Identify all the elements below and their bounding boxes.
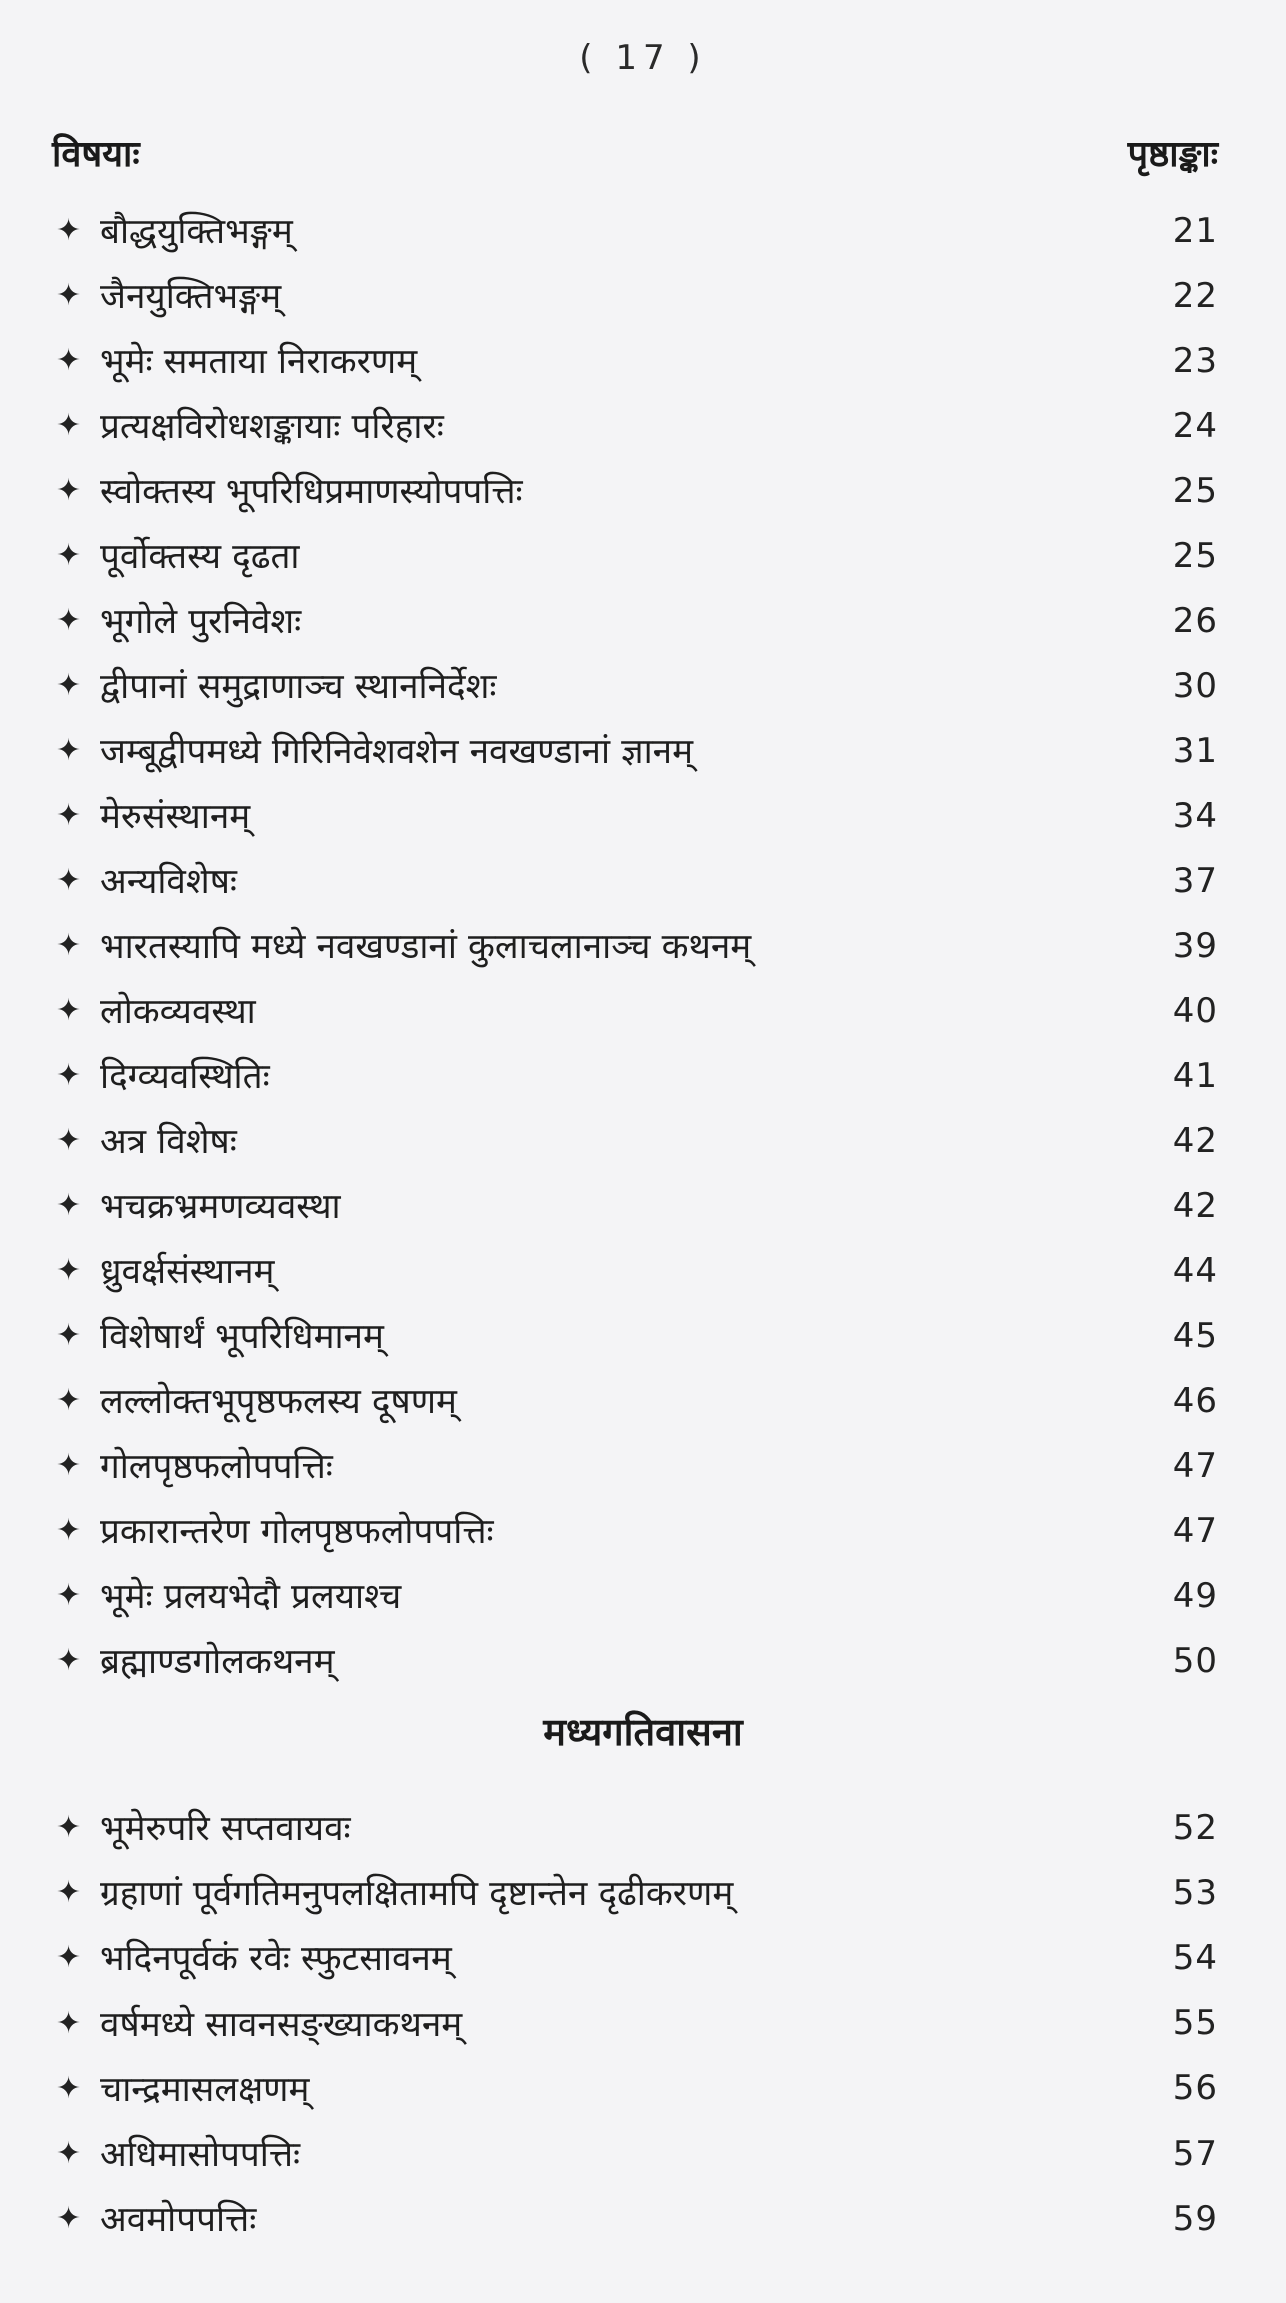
toc-entry-page-number: 49 [1172,1575,1218,1616]
toc-list-part-1 [56,198,1218,1693]
toc-entry-title: ग्रहाणां पूर्वगतिमनुपलक्षितामपि दृष्टान्तेन दृढीकरणम् [100,1874,734,1915]
toc-entry [56,1991,1218,2056]
toc-entry-title: भूमेः समताया निराकरणम् [100,342,418,382]
four-point-star-icon: ✦ [56,1875,82,1911]
toc-entry-title: प्रत्यक्षविरोधशङ्कायाः परिहारः [100,407,444,447]
toc-entry-page-number: 24 [1172,405,1218,446]
toc-entry [56,523,1218,588]
toc-entry [56,328,1218,393]
four-point-star-icon: ✦ [56,2005,82,2041]
toc-entry-page-number: 54 [1172,1937,1218,1978]
toc-entry-title: चान्द्रमासलक्षणम् [100,2069,310,2110]
toc-entry-title: भूगोले पुरनिवेशः [100,602,302,642]
toc-entry [56,588,1218,653]
toc-entry-title: लल्लोक्तभूपृष्ठफलस्य दूषणम् [100,1382,457,1422]
toc-entry-title: जैनयुक्तिभङ्गम् [100,277,282,317]
four-point-star-icon: ✦ [56,1578,82,1613]
toc-entry [56,718,1218,783]
toc-entry-title: दिग्व्यवस्थितिः [100,1057,270,1097]
toc-entry-title: भदिनपूर्वकं रवेः स्फुटसावनम् [100,1939,452,1980]
toc-entry-page-number: 21 [1172,210,1218,251]
four-point-star-icon: ✦ [56,1058,82,1093]
toc-entry-title: भचक्रभ्रमणव्यवस्था [100,1187,341,1227]
toc-entry [56,1173,1218,1238]
toc-entry-title: विशेषार्थं भूपरिधिमानम् [100,1317,384,1357]
toc-entry [56,1108,1218,1173]
toc-entry-page-number: 37 [1172,860,1218,901]
four-point-star-icon: ✦ [56,2136,82,2172]
toc-entry [56,848,1218,913]
four-point-star-icon: ✦ [56,278,82,313]
toc-entry-page-number: 31 [1172,730,1218,771]
toc-entry-page-number: 47 [1172,1510,1218,1551]
toc-entry [56,1368,1218,1433]
four-point-star-icon: ✦ [56,1448,82,1483]
toc-entry [56,653,1218,718]
toc-entry-title: भूमेरुपरि सप्तवायवः [100,1809,351,1850]
toc-entry [56,1563,1218,1628]
toc-entry-page-number: 23 [1172,340,1218,381]
toc-entry-title: वर्षमध्ये सावनसङ्ख्याकथनम् [100,2004,463,2045]
toc-header [52,124,1218,180]
toc-entry-page-number: 57 [1172,2133,1218,2174]
toc-entry-title: प्रकारान्तरेण गोलपृष्ठफलोपपत्तिः [100,1512,494,1552]
toc-entry-title: अत्र विशेषः [100,1122,237,1162]
toc-entry-title: बौद्धयुक्तिभङ्गम् [100,212,293,252]
toc-entry-page-number: 34 [1172,795,1218,836]
toc-entry [56,393,1218,458]
four-point-star-icon: ✦ [56,603,82,638]
toc-entry-page-number: 42 [1172,1120,1218,1161]
toc-entry-title: अन्यविशेषः [100,862,237,902]
toc-entry-page-number: 41 [1172,1055,1218,1096]
toc-entry [56,1498,1218,1563]
four-point-star-icon: ✦ [56,863,82,898]
toc-entry [56,1303,1218,1368]
toc-entry-page-number: 50 [1172,1640,1218,1681]
toc-entry-title: भारतस्यापि मध्ये नवखण्डानां कुलाचलानाञ्च कथनम् [100,927,752,967]
toc-entry [56,1433,1218,1498]
toc-entry-page-number: 52 [1172,1807,1218,1848]
four-point-star-icon: ✦ [56,1383,82,1418]
toc-entry-title: मेरुसंस्थानम् [100,797,251,837]
four-point-star-icon: ✦ [56,473,82,508]
toc-entry [56,263,1218,328]
toc-entry-title: ब्रह्माण्डगोलकथनम् [100,1642,335,1682]
toc-entry-title: लोकव्यवस्था [100,992,256,1032]
four-point-star-icon: ✦ [56,1940,82,1976]
four-point-star-icon: ✦ [56,1513,82,1548]
four-point-star-icon: ✦ [56,343,82,378]
toc-entry [56,1925,1218,1990]
four-point-star-icon: ✦ [56,408,82,443]
toc-entry-page-number: 22 [1172,275,1218,316]
four-point-star-icon: ✦ [56,1810,82,1846]
toc-entry [56,783,1218,848]
toc-entry [56,1795,1218,1860]
four-point-star-icon: ✦ [56,1253,82,1288]
toc-entry-title: गोलपृष्ठफलोपपत्तिः [100,1447,333,1487]
toc-entry [56,2056,1218,2121]
toc-entry [56,2121,1218,2186]
four-point-star-icon: ✦ [56,1643,82,1678]
toc-entry-title: पूर्वोक्तस्य दृढता [100,537,300,577]
toc-entry [56,198,1218,263]
toc-entry [56,913,1218,978]
toc-entry [56,458,1218,523]
toc-entry-page-number: 30 [1172,665,1218,706]
toc-entry [56,1628,1218,1693]
four-point-star-icon: ✦ [56,928,82,963]
four-point-star-icon: ✦ [56,1123,82,1158]
toc-entry-title: जम्बूद्वीपमध्ये गिरिनिवेशवशेन नवखण्डानां ज्ञानम् [100,732,694,772]
four-point-star-icon: ✦ [56,2201,82,2237]
toc-entry-title: ध्रुवर्क्षसंस्थानम् [100,1252,275,1292]
toc-entry-title: अधिमासोपपत्तिः [100,2135,301,2176]
four-point-star-icon: ✦ [56,2070,82,2106]
toc-entry-page-number: 26 [1172,600,1218,641]
toc-entry-page-number: 40 [1172,990,1218,1031]
subjects-column-label: विषयाः [52,133,140,175]
toc-entry-page-number: 42 [1172,1185,1218,1226]
toc-entry [56,1860,1218,1925]
toc-entry-title: स्वोक्तस्य भूपरिधिप्रमाणस्योपपत्तिः [100,472,523,512]
toc-entry [56,2186,1218,2251]
toc-entry [56,1238,1218,1303]
toc-entry-page-number: 25 [1172,470,1218,511]
four-point-star-icon: ✦ [56,668,82,703]
page-numbers-column-label: पृष्ठाङ्काः [1127,133,1218,175]
toc-entry-title: द्वीपानां समुद्राणाञ्च स्थाननिर्देशः [100,667,497,707]
toc-list-part-2 [56,1795,1218,2251]
toc-entry [56,978,1218,1043]
toc-entry-title: अवमोपपत्तिः [100,2200,257,2241]
four-point-star-icon: ✦ [56,538,82,573]
toc-entry [56,1043,1218,1108]
toc-entry-page-number: 59 [1172,2198,1218,2239]
four-point-star-icon: ✦ [56,993,82,1028]
four-point-star-icon: ✦ [56,1318,82,1353]
four-point-star-icon: ✦ [56,1188,82,1223]
four-point-star-icon: ✦ [56,798,82,833]
toc-entry-page-number: 53 [1172,1872,1218,1913]
toc-entry-page-number: 55 [1172,2003,1218,2044]
toc-entry-page-number: 47 [1172,1445,1218,1486]
four-point-star-icon: ✦ [56,213,82,248]
toc-entry-page-number: 56 [1172,2068,1218,2109]
page-number: ( 17 ) [579,38,707,78]
toc-entry-page-number: 25 [1172,535,1218,576]
section-heading: मध्यगतिवासना [543,1710,743,1754]
toc-entry-page-number: 45 [1172,1315,1218,1356]
toc-entry-title: भूमेः प्रलयभेदौ प्रलयाश्च [100,1577,402,1617]
toc-entry-page-number: 44 [1172,1250,1218,1291]
four-point-star-icon: ✦ [56,733,82,768]
toc-entry-page-number: 39 [1172,925,1218,966]
toc-entry-page-number: 46 [1172,1380,1218,1421]
